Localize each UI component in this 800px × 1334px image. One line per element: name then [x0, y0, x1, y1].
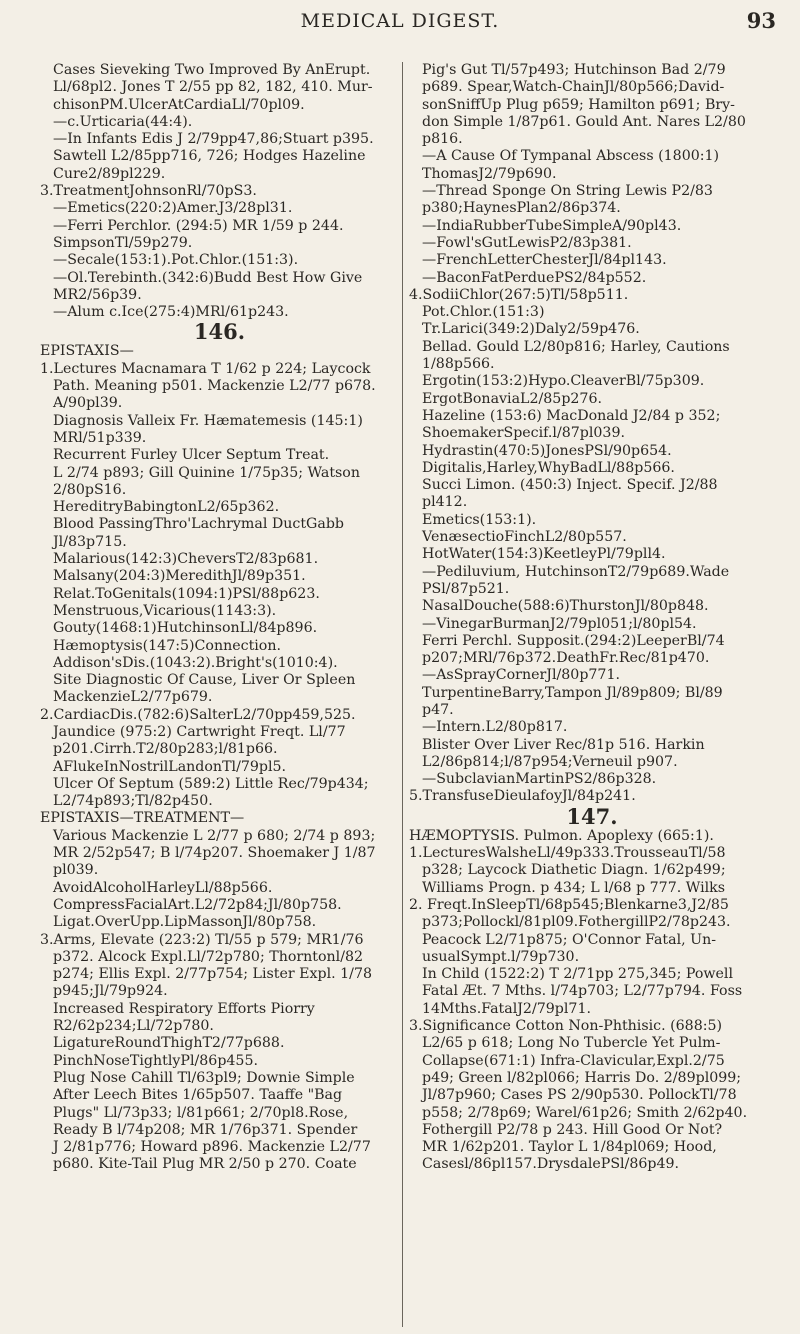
- index-line: HÆMOPTYSIS. Pulmon. Apoplexy (665:1).: [409, 827, 714, 844]
- index-line: 5.TransfuseDieulafoyJl/84p241.: [409, 788, 636, 805]
- index-line: p274; Ellis Expl. 2/77p754; Lister Expl. 1/78: [53, 966, 373, 983]
- index-line: 3.TreatmentJohnsonRl/70pS3.: [40, 183, 257, 200]
- index-line: R2/62p234;Ll/72p780.: [53, 1018, 214, 1035]
- index-line: Cure2/89pl229.: [53, 165, 166, 182]
- index-line: Addison'sDis.(1043:2).Bright's(1010:4).: [53, 654, 338, 671]
- right-column: [403, 62, 775, 1327]
- index-line: p328; Laycock Diathetic Diagn. 1/62p499;: [422, 862, 726, 879]
- index-line: Hazeline (153:6) MacDonald J2/84 p 352;: [422, 407, 721, 424]
- index-line: usualSympt.l/79p730.: [422, 948, 580, 965]
- index-line: L2/74p893;Tl/82p450.: [53, 793, 213, 810]
- index-line: —AsSprayCornerJl/80p771.: [422, 667, 620, 684]
- index-line: Fatal Æt. 7 Mths. l/74p703; L2/77p794. Foss: [422, 983, 743, 1000]
- index-line: L2/86p814;l/87p954;Verneuil p907.: [422, 753, 678, 770]
- index-line: —In Infants Edis J 2/79pp47,86;Stuart p395.: [53, 131, 374, 148]
- index-line: ThomasJ2/79p690.: [422, 165, 557, 182]
- index-line: Fothergill P2/78 p 243. Hill Good Or Not?: [422, 1121, 723, 1138]
- index-line: —Secale(153:1).Pot.Chlor.(151:3).: [53, 252, 299, 269]
- index-line: Blister Over Liver Rec/81p 516. Harkin: [422, 736, 705, 753]
- page-number: 93: [746, 8, 776, 33]
- index-line: 1/88p566.: [422, 356, 495, 373]
- index-line: ErgotBonaviaL2/85p276.: [422, 390, 602, 407]
- index-line: Malsany(204:3)MeredithJl/89p351.: [53, 568, 306, 585]
- index-line: —SubclavianMartinPS2/86p328.: [422, 771, 657, 788]
- index-line: 3.Arms, Elevate (223:2) Tl/55 p 579; MR1/76: [40, 931, 364, 948]
- index-line: Menstruous,Vicarious(1143:3).: [53, 602, 277, 619]
- index-line: HotWater(154:3)KeetleyPl/79pll4.: [422, 546, 666, 563]
- index-line: Peacock L2/71p875; O'Connor Fatal, Un-: [422, 931, 717, 948]
- index-line: MR 1/62p201. Taylor L 1/84pl069; Hood,: [422, 1139, 717, 1156]
- index-line: —Ol.Terebinth.(342:6)Budd Best How Give: [53, 269, 363, 286]
- index-line: 3.Significance Cotton Non-Phthisic. (688:5): [409, 1018, 723, 1035]
- index-line: —Ferri Perchlor. (294:5) MR 1/59 p 244.: [53, 217, 344, 234]
- left-column: [40, 62, 403, 1327]
- index-line: —Alum c.Ice(275:4)MRl/61p243.: [53, 304, 289, 321]
- index-line: HereditryBabingtonL2/65p362.: [53, 499, 280, 516]
- index-line: p201.Cirrh.T2/80p283;l/81p66.: [53, 741, 278, 758]
- index-line: Ligat.OverUpp.LipMassonJl/80p758.: [53, 914, 317, 931]
- index-line: Blood PassingThro'Lachrymal DuctGabb: [53, 516, 344, 533]
- index-line: Diagnosis Valleix Fr. Hæmatemesis (145:1): [53, 412, 363, 429]
- index-line: Jl/87p960; Cases PS 2/90p530. PollockTl/78: [422, 1087, 737, 1104]
- index-line: MR2/56p39.: [53, 286, 142, 303]
- index-line: Ll/68pl2. Jones T 2/55 pp 82, 182, 410. Mur-: [53, 79, 373, 96]
- index-line: A/90pl39.: [53, 395, 123, 412]
- index-line: AFlukeInNostrilLandonTl/79pl5.: [53, 758, 287, 775]
- index-line: TurpentineBarry,Tampon Jl/89p809; Bl/89: [422, 684, 723, 701]
- index-line: AvoidAlcoholHarleyLl/88p566.: [53, 879, 273, 896]
- index-line: Bellad. Gould L2/80p816; Harley, Cautions: [422, 338, 730, 355]
- index-line: Plugs" Ll/73p33; l/81p661; 2/70pl8.Rose,: [53, 1104, 349, 1121]
- index-line: Williams Progn. p 434; L l/68 p 777. Wilks: [422, 879, 726, 896]
- index-line: EPISTAXIS—TREATMENT—: [40, 810, 245, 827]
- index-line: —Emetics(220:2)Amer.J3/28pl31.: [53, 200, 293, 217]
- index-line: VenæsectioFinchL2/80p557.: [422, 529, 627, 546]
- index-line: p373;Pollockl/81pl09.FothergillP2/78p243.: [422, 914, 731, 931]
- index-line: Plug Nose Cahill Tl/63pl9; Downie Simple: [53, 1069, 355, 1086]
- index-line: Collapse(671:1) Infra-Clavicular,Expl.2/75: [422, 1052, 725, 1069]
- index-line: Pig's Gut Tl/57p493; Hutchinson Bad 2/79: [422, 62, 726, 78]
- index-line: Gouty(1468:1)HutchinsonLl/84p896.: [53, 620, 318, 637]
- index-line: Sawtell L2/85pp716, 726; Hodges Hazeline: [53, 148, 366, 165]
- index-line: J 2/81p776; Howard p896. Mackenzie L2/77: [53, 1139, 371, 1156]
- index-line: —IndiaRubberTubeSimpleA/90pl43.: [422, 217, 682, 234]
- index-line: Succi Limon. (450:3) Inject. Specif. J2/88: [422, 477, 718, 494]
- index-line: NasalDouche(588:6)ThurstonJl/80p848.: [422, 598, 709, 615]
- index-line: pl412.: [422, 494, 468, 511]
- index-line: —Fowl'sGutLewisP2/83p381.: [422, 234, 632, 251]
- index-line: chisonPM.UlcerAtCardiaLl/70pl09.: [53, 96, 305, 113]
- index-line: 4.SodiiChlor(267:5)Tl/58p511.: [409, 286, 629, 303]
- index-line: p816.: [422, 131, 463, 148]
- index-line: Ulcer Of Septum (589:2) Little Rec/79p434;: [53, 775, 369, 792]
- index-line: —A Cause Of Tympanal Abscess (1800:1): [422, 148, 720, 165]
- index-line: p558; 2/78p69; Warel/61p26; Smith 2/62p40.: [422, 1104, 748, 1121]
- index-line: L 2/74 p893; Gill Quinine 1/75p35; Watson: [53, 464, 360, 481]
- index-line: Increased Respiratory Efforts Piorry: [53, 1000, 315, 1017]
- index-line: —Intern.L2/80p817.: [422, 719, 568, 736]
- index-line: 1.LecturesWalsheLl/49p333.TrousseauTl/58: [409, 845, 726, 862]
- index-line: —FrenchLetterChesterJl/84pl143.: [422, 252, 667, 269]
- index-line: Malarious(142:3)CheversT2/83p681.: [53, 551, 319, 568]
- index-line: L2/65 p 618; Long No Tubercle Yet Pulm-: [422, 1035, 721, 1052]
- index-line: sonSniffUp Plug p659; Hamilton p691; Bry-: [422, 96, 735, 113]
- index-line: don Simple 1/87p61. Gould Ant. Nares L2/80: [422, 113, 746, 130]
- index-line: Pot.Chlor.(151:3): [422, 304, 545, 321]
- index-line: Digitalis,Harley,WhyBadLl/88p566.: [422, 459, 675, 476]
- index-line: 1.Lectures Macnamara T 1/62 p 224; Laycock: [40, 360, 371, 377]
- index-line: ShoemakerSpecif.l/87pl039.: [422, 425, 625, 442]
- index-line: Hæmoptysis(147:5)Connection.: [53, 637, 281, 654]
- section-number: 147.: [566, 803, 618, 829]
- section-number: 146.: [193, 319, 246, 345]
- index-line: 14Mths.FatalJ2/79pl71.: [422, 1000, 591, 1017]
- index-line: p207;MRl/76p372.DeathFr.Rec/81p470.: [422, 650, 710, 667]
- index-line: MackenzieL2/77p679.: [53, 689, 213, 706]
- index-line: LigatureRoundThighT2/77p688.: [53, 1035, 285, 1052]
- index-line: SimpsonTl/59p279.: [53, 234, 193, 251]
- index-line: Recurrent Furley Ulcer Septum Treat.: [53, 447, 330, 464]
- index-line: p380;HaynesPlan2/86p374.: [422, 200, 621, 217]
- index-line: p47.: [422, 701, 454, 718]
- index-line: p945;Jl/79p924.: [53, 983, 168, 1000]
- index-line: MRl/51p339.: [53, 429, 147, 446]
- page-header: [0, 0, 800, 58]
- index-line: —c.Urticaria(44:4).: [53, 113, 193, 130]
- index-line: MR 2/52p547; B l/74p207. Shoemaker J 1/87: [53, 845, 376, 862]
- index-line: 2.CardiacDis.(782:6)SalterL2/70pp459,525.: [40, 706, 356, 723]
- index-line: —VinegarBurmanJ2/79pl051;l/80pl54.: [422, 615, 697, 632]
- index-line: Casesl/86pl157.DrysdalePSl/86p49.: [422, 1156, 680, 1173]
- index-line: Emetics(153:1).: [422, 511, 537, 528]
- index-line: Hydrastin(470:5)JonesPSl/90p654.: [422, 442, 672, 459]
- index-line: pl039.: [53, 862, 99, 879]
- index-line: EPISTAXIS—: [40, 343, 134, 360]
- index-line: p680. Kite-Tail Plug MR 2/50 p 270. Coate: [53, 1156, 357, 1173]
- index-line: Cases Sieveking Two Improved By AnErupt.: [53, 62, 371, 78]
- index-line: p49; Green l/82pl066; Harris Do. 2/89pl099;: [422, 1069, 742, 1086]
- index-line: Various Mackenzie L 2/77 p 680; 2/74 p 893;: [53, 827, 376, 844]
- index-line: PSl/87p521.: [422, 580, 510, 597]
- index-line: PinchNoseTightlyPl/86p455.: [53, 1052, 258, 1069]
- index-line: p689. Spear,Watch-ChainJl/80p566;David-: [422, 79, 725, 96]
- index-line: Relat.ToGenitals(1094:1)PSl/88p623.: [53, 585, 320, 602]
- index-line: Ferri Perchl. Supposit.(294:2)LeeperBl/74: [422, 632, 725, 649]
- index-line: In Child (1522:2) T 2/71pp 275,345; Powell: [422, 966, 733, 983]
- index-line: Tr.Larici(349:2)Daly2/59p476.: [422, 321, 640, 338]
- running-title: MEDICAL DIGEST.: [300, 10, 500, 32]
- index-line: Jl/83p715.: [53, 533, 127, 550]
- index-line: Jaundice (975:2) Cartwright Freqt. Ll/77: [53, 723, 346, 740]
- index-line: 2/80pS16.: [53, 481, 127, 498]
- index-line: Ready B l/74p208; MR 1/76p371. Spender: [53, 1121, 358, 1138]
- index-line: p372. Alcock Expl.Ll/72p780; Thorntonl/82: [53, 948, 364, 965]
- index-line: —Pediluvium, HutchinsonT2/79p689.Wade: [422, 563, 730, 580]
- index-line: After Leech Bites 1/65p507. Taaffe "Bag: [53, 1087, 343, 1104]
- index-line: Ergotin(153:2)Hypo.CleaverBl/75p309.: [422, 373, 705, 390]
- index-line: —Thread Sponge On String Lewis P2/83: [422, 183, 713, 200]
- index-line: 2. Freqt.InSleepTl/68p545;Blenkarne3,J2/85: [409, 896, 729, 913]
- index-line: CompressFacialArt.L2/72p84;Jl/80p758.: [53, 896, 342, 913]
- index-line: Path. Meaning p501. Mackenzie L2/77 p678.: [53, 378, 376, 395]
- index-line: Site Diagnostic Of Cause, Liver Or Spleen: [53, 672, 356, 689]
- index-line: —BaconFatPerduePS2/84p552.: [422, 269, 647, 286]
